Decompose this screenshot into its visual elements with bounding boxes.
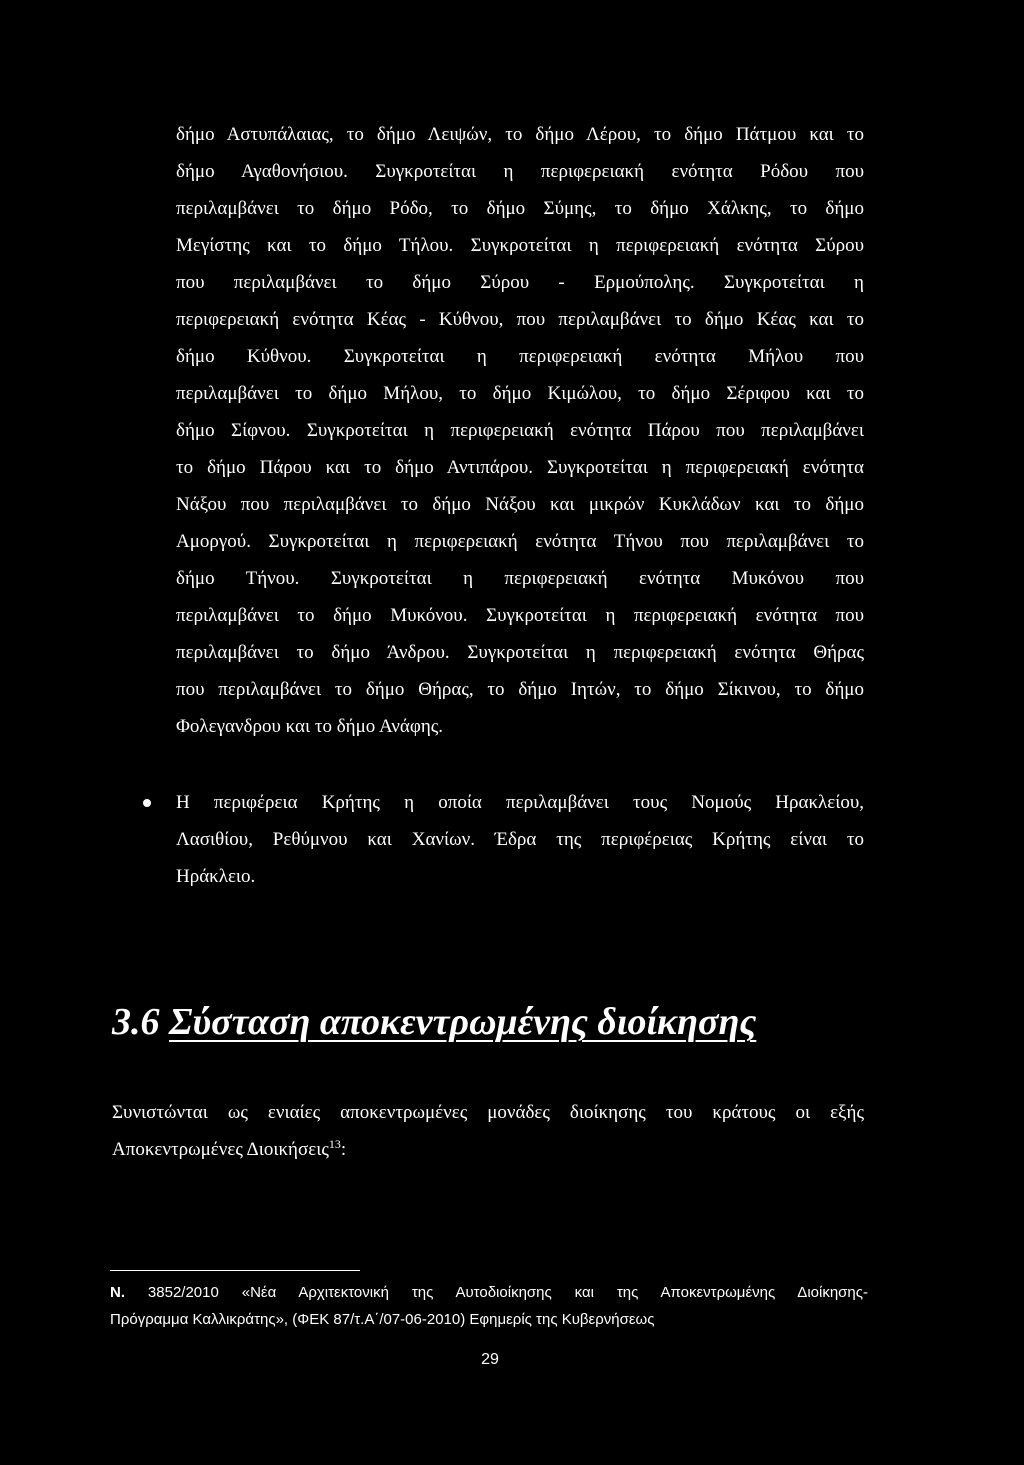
section-heading [112,1000,756,1044]
section-text: Αποκεντρωμένες Διοικήσεις [112,1139,329,1160]
paragraph-line: περιφερειακή ενότητα Κέας - Κύθνου, που περιλαμβάνει το δήμο Κέας και το [176,309,864,330]
paragraph-line: Μεγίστης και το δήμο Τήλου. Συγκροτείται η περιφερειακή ενότητα Σύρου [176,235,864,256]
paragraph-line: που περιλαμβάνει το δήμο Σύρου - Ερμούπολης. Συγκροτείται η [176,272,864,293]
paragraph-line: Αμοργού. Συγκροτείται η περιφερειακή ενότητα Τήνου που περιλαμβάνει το [176,531,864,552]
paragraph-line: περιλαμβάνει το δήμο Άνδρου. Συγκροτείται η περιφερειακή ενότητα Θήρας [176,642,864,663]
section-title: Σύσταση αποκεντρωμένης διοίκησης [169,1001,757,1043]
section-text-line: Συνιστώνται ως ενιαίες αποκεντρωμένες μονάδες διοίκησης του κράτους οι εξής [112,1102,864,1123]
bullet-icon [143,799,151,807]
footnote-text: 3852/2010 «Νέα Αρχιτεκτονική της Αυτοδιοίκησης και της Αποκεντρωμένης Διοίκησης- [147,1284,868,1301]
paragraph-line: περιλαμβάνει το δήμο Μήλου, το δήμο Κιμώλου, το δήμο Σέριφου και το [176,383,864,404]
paragraph-line: περιλαμβάνει το δήμο Μυκόνου. Συγκροτείται η περιφερειακή ενότητα που [176,605,864,626]
paragraph-line: το δήμο Πάρου και το δήμο Αντιπάρου. Συγκροτείται η περιφερειακή ενότητα [176,457,864,478]
bullet-line: Η περιφέρεια Κρήτης η οποία περιλαμβάνει τους Νομούς Ηρακλείου, [176,792,864,813]
paragraph-line: Φολεγανδρου και το δήμο Ανάφης. [176,716,444,737]
paragraph-line: Νάξου που περιλαμβάνει το δήμο Νάξου και μικρών Κυκλάδων και το δήμο [176,494,864,515]
paragraph-line: δήμο Σίφνου. Συγκροτείται η περιφερειακή ενότητα Πάρου που περιλαμβάνει [176,420,864,441]
paragraph-line: δήμο Τήνου. Συγκροτείται η περιφερειακή ενότητα Μυκόνου που [176,568,864,589]
paragraph-line: περιλαμβάνει το δήμο Ρόδο, το δήμο Σύμης, το δήμο Χάλκης, το δήμο [176,198,864,219]
footnote-line: Πρόγραμμα Καλλικράτης», (ΦΕΚ 87/τ.Α΄/07-06-2010) Εφημερίς της Κυβερνήσεως [110,1311,655,1328]
bullet-line: Ηράκλειο. [176,866,256,887]
page-number: 29 [481,1351,499,1368]
footnote-line [110,1283,868,1303]
paragraph-line: δήμο Κύθνου. Συγκροτείται η περιφερειακή ενότητα Μήλου που [176,346,864,367]
section-number: 3.6 [112,1001,160,1043]
footnote-number: N. [110,1284,125,1301]
section-text-suffix: : [340,1139,347,1160]
footnote-separator [110,1270,360,1271]
paragraph-line: που περιλαμβάνει το δήμο Θήρας, το δήμο Ιητών, το δήμο Σίκινου, το δήμο [176,679,864,700]
section-text-line [112,1138,864,1162]
paragraph-line: δήμο Αγαθονήσιου. Συγκροτείται η περιφερειακή ενότητα Ρόδου που [176,161,864,182]
footnote-reference[interactable]: 13 [328,1137,341,1151]
bullet-line: Λασιθίου, Ρεθύμνου και Χανίων. Έδρα της περιφέρειας Κρήτης είναι το [176,829,864,850]
paragraph-line: δήμο Αστυπάλαιας, το δήμο Λειψών, το δήμο Λέρου, το δήμο Πάτμου και το [176,124,864,145]
